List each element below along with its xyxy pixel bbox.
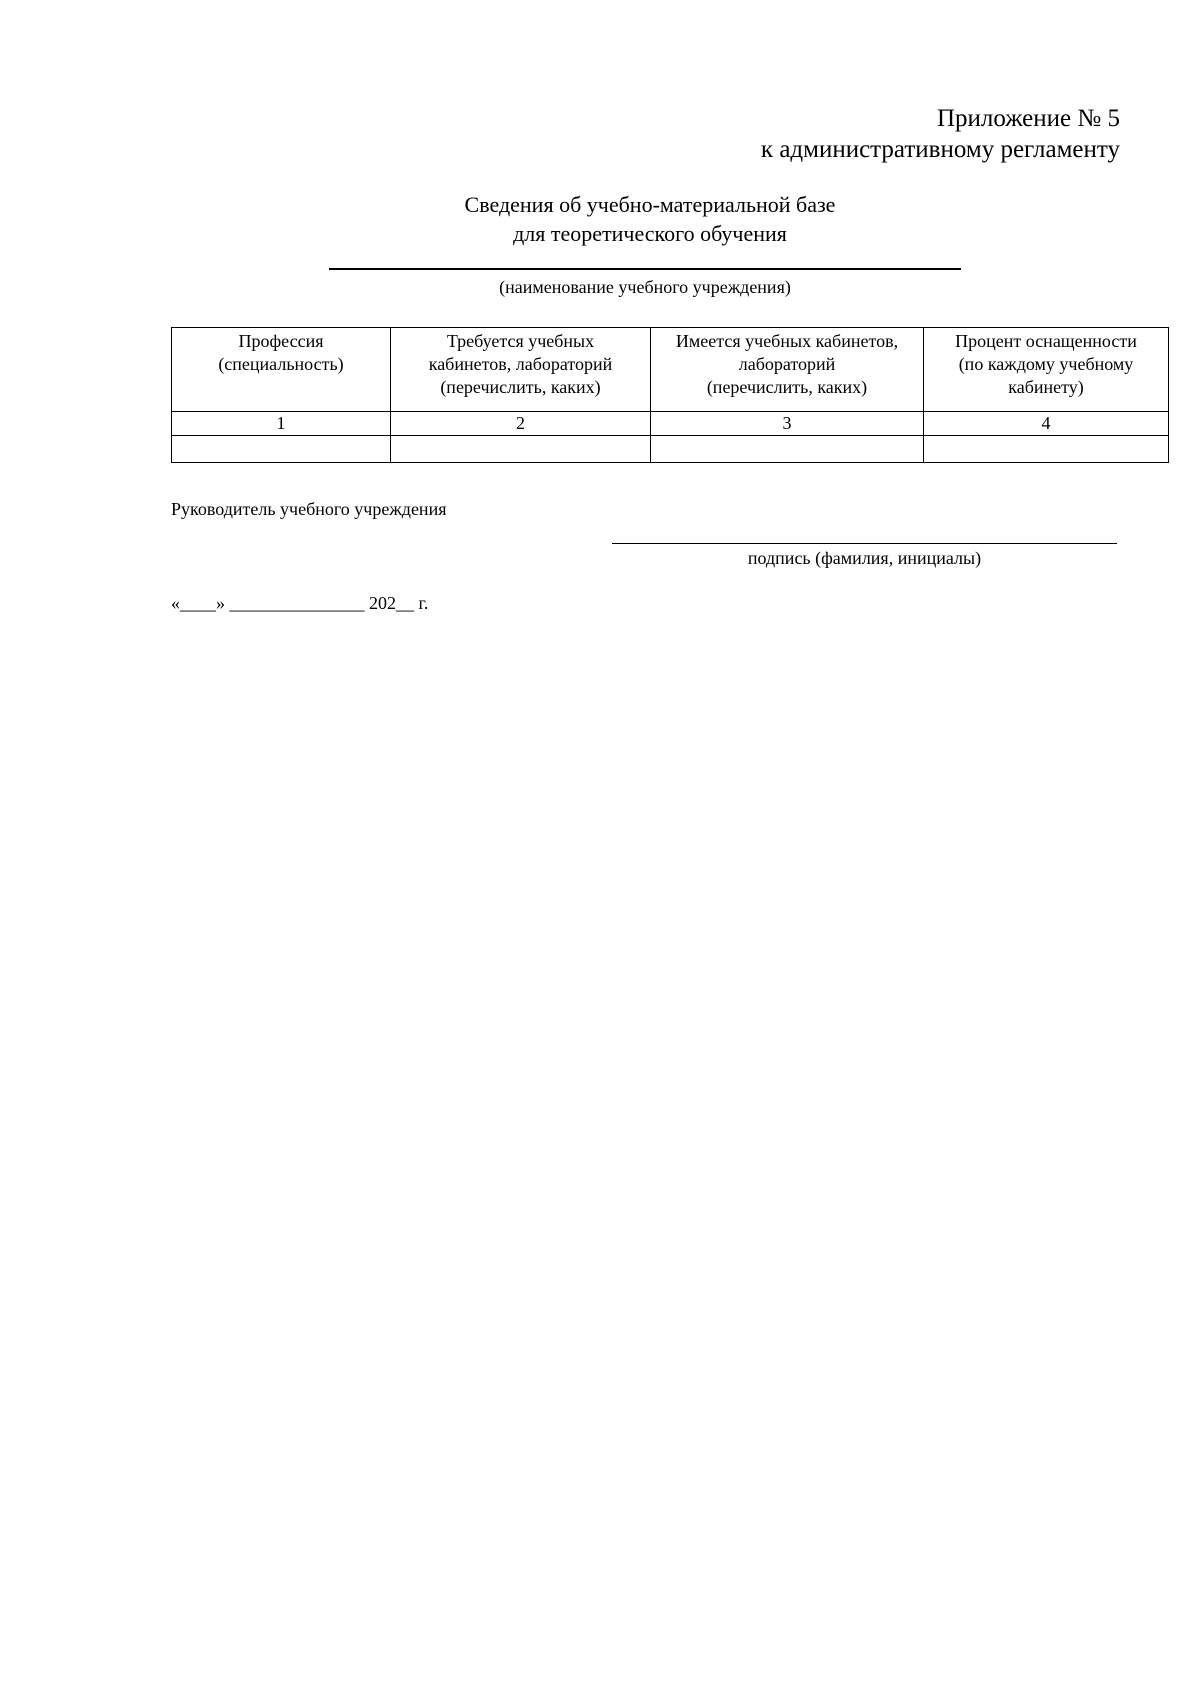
number-cell: 1 — [172, 412, 391, 436]
empty-cell[interactable] — [651, 436, 924, 463]
appendix-regulation: к административному регламенту — [760, 136, 1120, 163]
title-line-2: для теоретического обучения — [513, 221, 787, 246]
title-line-1: Сведения об учебно-материальной базе — [464, 192, 836, 217]
signature-line — [612, 543, 1117, 544]
appendix-number: Приложение № 5 — [936, 105, 1120, 132]
empty-cell[interactable] — [172, 436, 391, 463]
empty-cell[interactable] — [391, 436, 651, 463]
institution-name-caption: (наименование учебного учреждения) — [499, 277, 791, 297]
empty-cell[interactable] — [924, 436, 1169, 463]
table-number-row — [172, 412, 1169, 436]
appendix-header — [761, 103, 1120, 165]
number-cell: 3 — [651, 412, 924, 436]
header-cell-profession: Профессия (специальность) — [172, 328, 391, 412]
number-cell: 2 — [391, 412, 651, 436]
header-cell-available: Имеется учебных кабинетов, лабораторий (перечислить, каких) — [651, 328, 924, 412]
facilities-table — [171, 327, 1169, 463]
table-empty-row — [172, 436, 1169, 463]
institution-name-line — [329, 268, 961, 270]
table-header-row — [172, 328, 1169, 412]
header-cell-required: Требуется учебных кабинетов, лабораторий (перечислить, каких) — [391, 328, 651, 412]
number-cell: 4 — [924, 412, 1169, 436]
signature-caption: подпись (фамилия, инициалы) — [747, 548, 982, 568]
header-cell-percent: Процент оснащенности (по каждому учебному кабинету) — [924, 328, 1169, 412]
head-of-institution-label: Руководитель учебного учреждения — [171, 499, 447, 519]
date-field: «____» _______________ 202__ г. — [171, 593, 429, 613]
